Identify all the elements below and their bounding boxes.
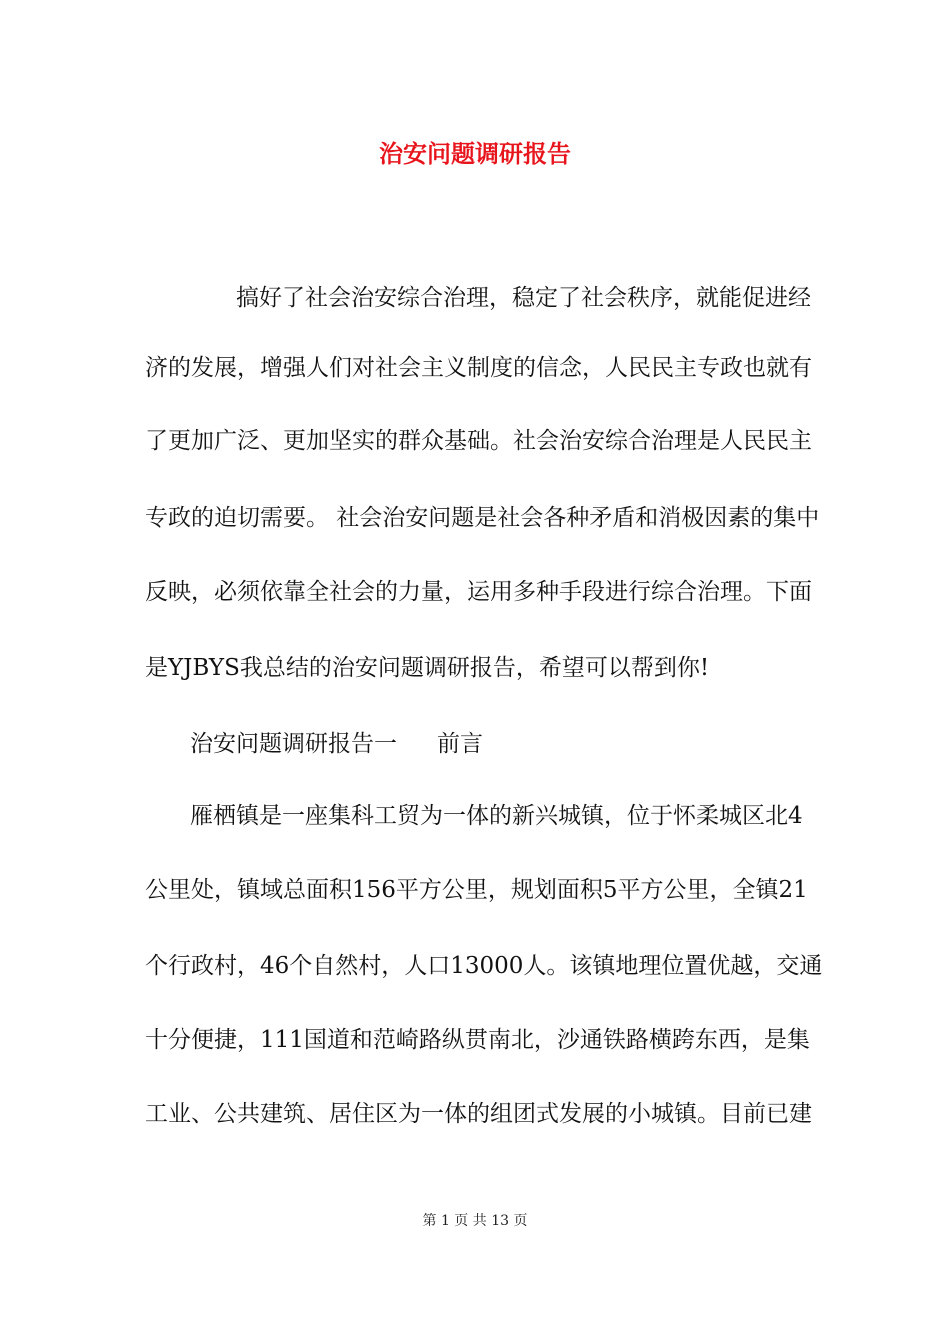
section-heading: 治安问题调研报告一 (190, 731, 397, 757)
intro-line-1: 搞好了社会治安综合治理，稳定了社会秩序，就能促进经 (236, 285, 811, 311)
body-line-1: 雁栖镇是一座集科工贸为一体的新兴城镇，位于怀柔城区北4 (190, 803, 803, 829)
body-line-4: 十分便捷，111国道和范崎路纵贯南北，沙通铁路横跨东西，是集 (145, 1027, 810, 1053)
body-line-3: 个行政村，46个自然村，人口13000人。该镇地理位置优越，交通 (145, 953, 823, 979)
intro-line-4: 专政的迫切需要。 社会治安问题是社会各种矛盾和消极因素的集中 (145, 505, 820, 531)
document-title: 治安问题调研报告 (379, 139, 571, 168)
intro-line-6: 是YJBYS我总结的治安问题调研报告，希望可以帮到你! (145, 655, 710, 681)
intro-line-2: 济的发展，增强人们对社会主义制度的信念，人民民主专政也就有 (145, 355, 812, 381)
intro-line-5: 反映，必须依靠全社会的力量，运用多种手段进行综合治理。下面 (145, 579, 812, 605)
body-line-5: 工业、公共建筑、居住区为一体的组团式发展的小城镇。目前已建 (145, 1101, 812, 1127)
section-subheading: 前言 (437, 731, 483, 757)
intro-line-3: 了更加广泛、更加坚实的群众基础。社会治安综合治理是人民民主 (145, 428, 812, 454)
body-line-2: 公里处，镇域总面积156平方公里，规划面积5平方公里，全镇21 (145, 877, 808, 903)
page-footer: 第 1 页 共 13 页 (422, 1213, 528, 1229)
